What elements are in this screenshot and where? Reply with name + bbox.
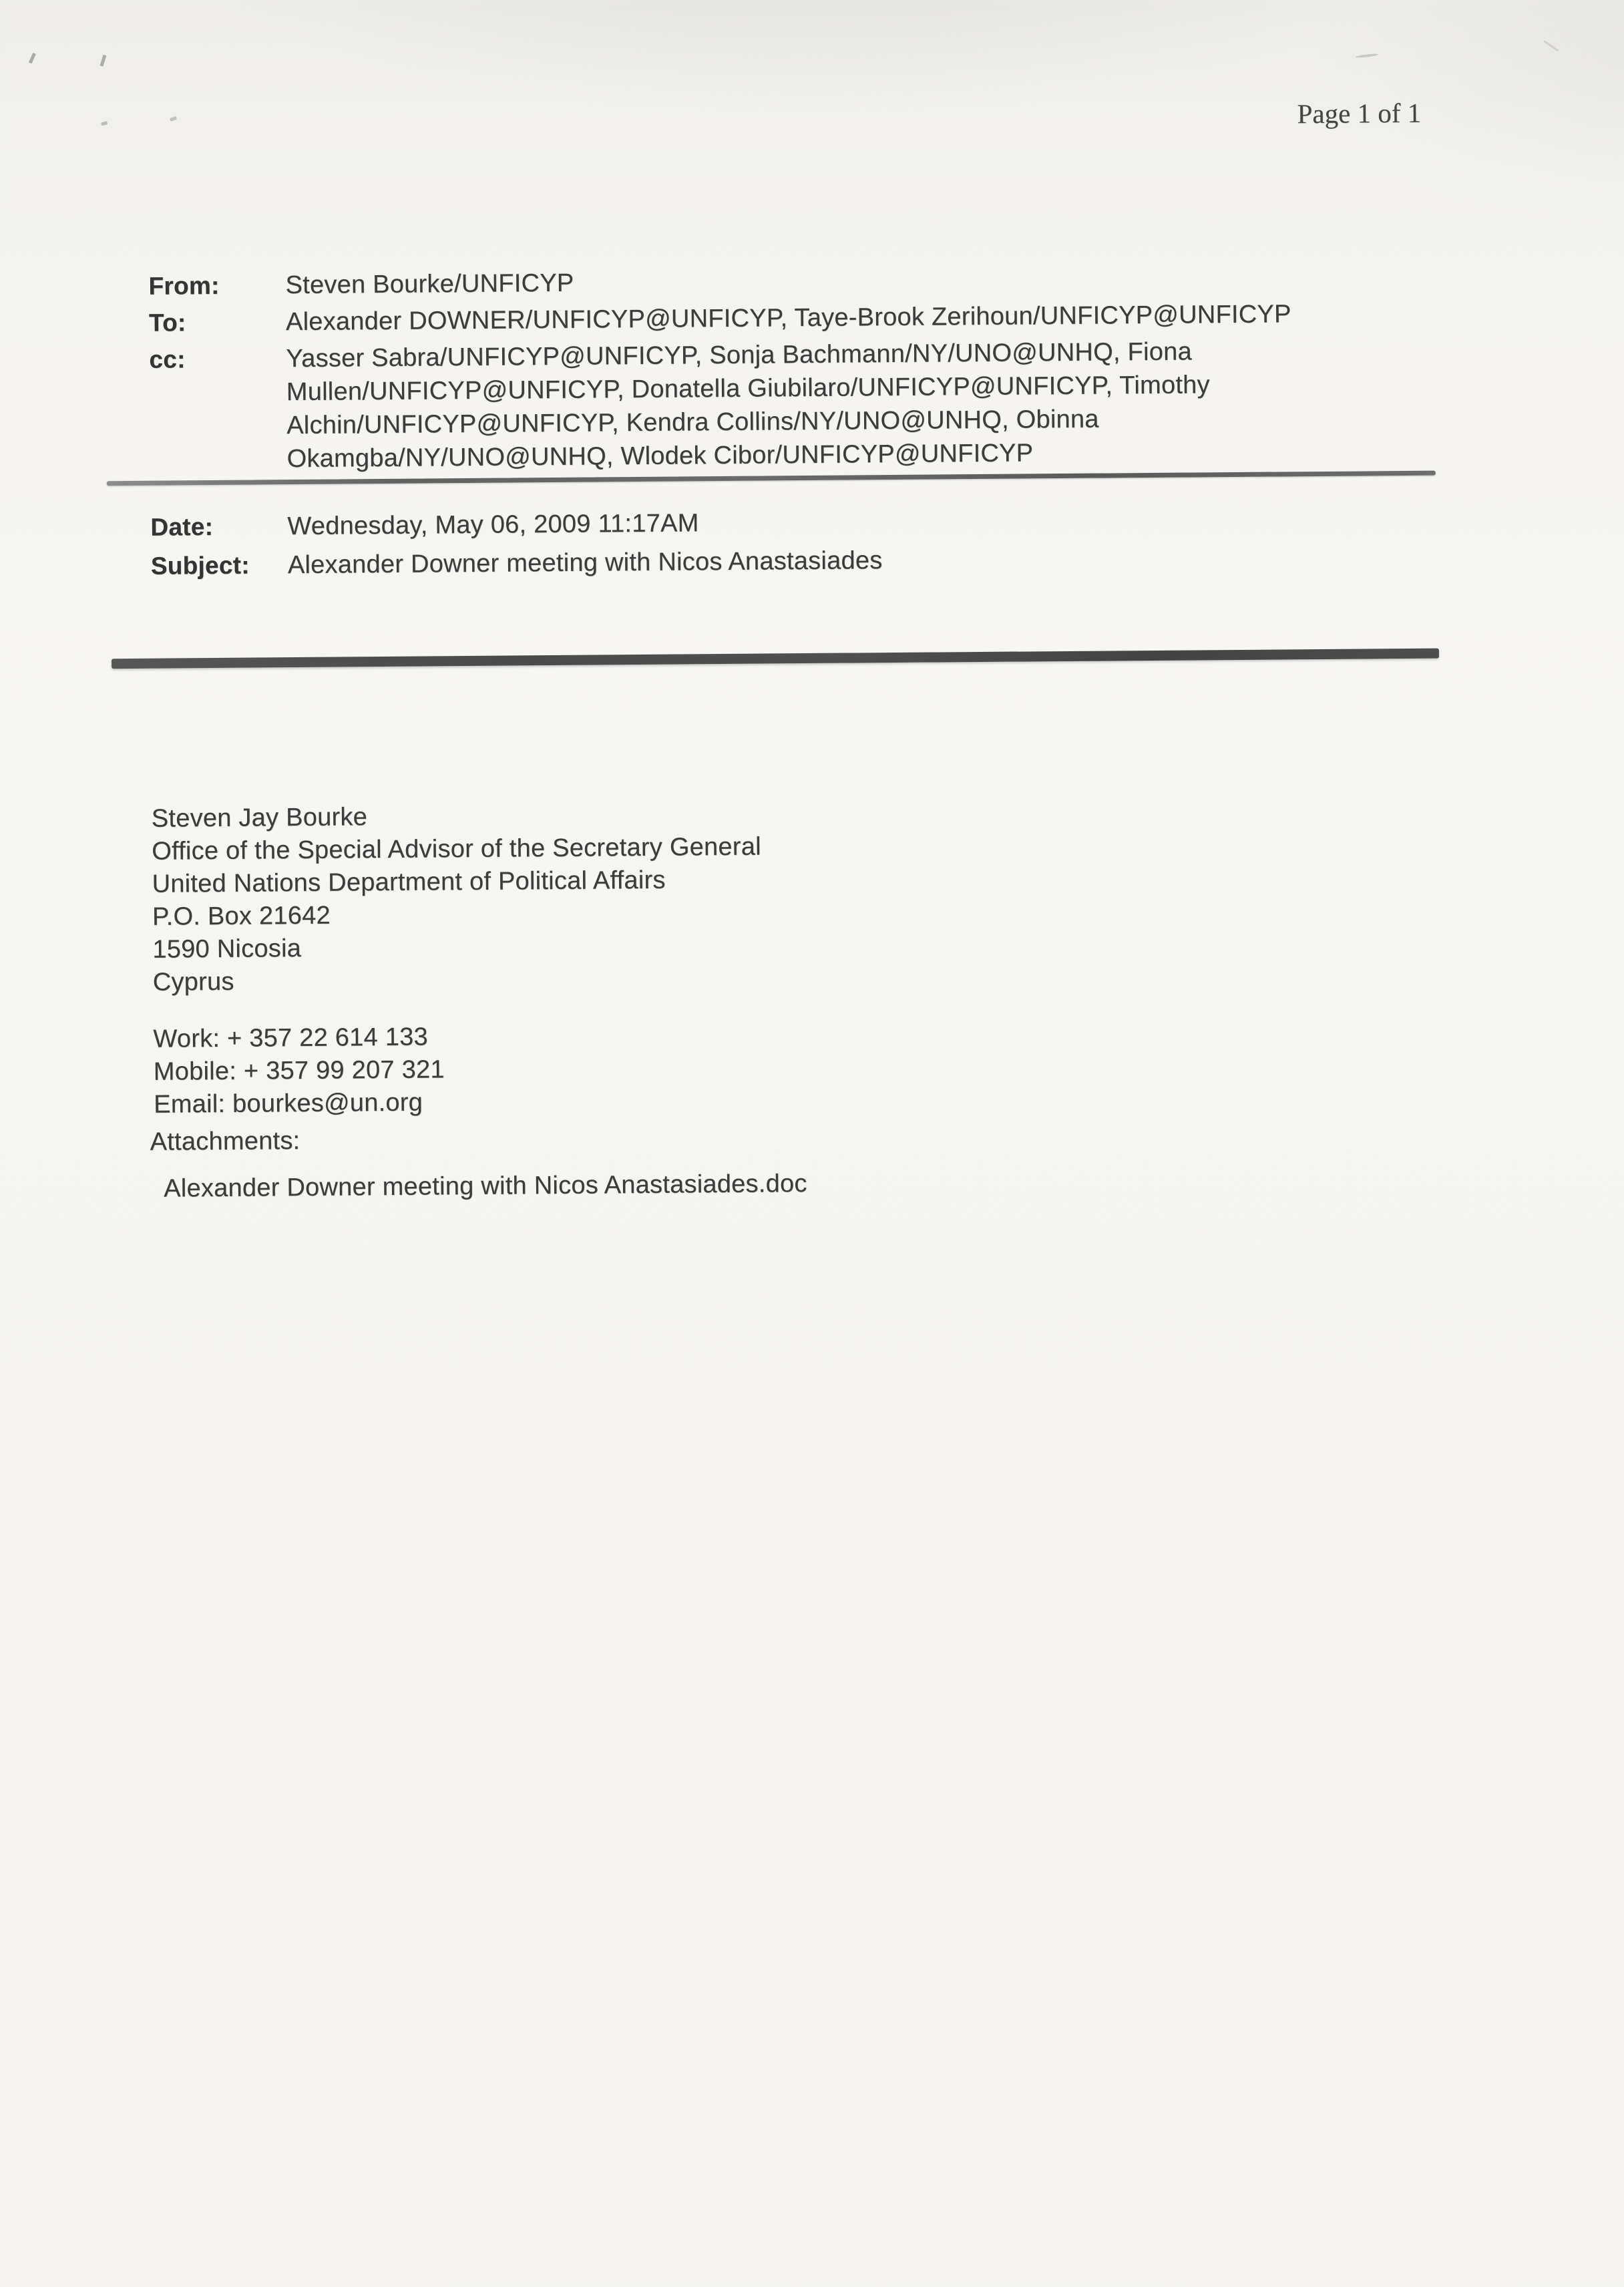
contact-mobile-phone: Mobile: + 357 99 207 321 (153, 1055, 445, 1086)
separator-line-thick (112, 649, 1439, 669)
signature-department: United Nations Department of Political Affairs (152, 866, 666, 898)
scan-artifact (170, 116, 177, 122)
scan-artifact (1356, 53, 1378, 59)
meta-row-subject (151, 539, 1420, 584)
signature-country: Cyprus (152, 967, 234, 997)
from-value: Steven Bourke/UNFICYP (285, 269, 574, 300)
cc-value: Yasser Sabra/UNFICYP@UNFICYP, Sonja Bachmann/NY/UNO@UNHQ, Fiona Mullen/UNFICYP@UNFICYP, Donatella Giubilaro/UNFICYP@UNFICYP, Timothy Alchin/UNFICYP@UNFICYP, Kendra Collins/NY/UNO@UNHQ, Obinna Okamgba/NY/UNO@UNHQ, Wlodek Cibor/UNFICYP@UNFICYP (286, 337, 1210, 474)
header-row-from (148, 260, 1417, 303)
cc-label: cc: (149, 345, 186, 373)
contact-block (153, 1017, 955, 1121)
to-value: Alexander DOWNER/UNFICYP@UNFICYP, Taye-Brook Zerihoun/UNFICYP@UNFICYP (285, 300, 1291, 337)
meta-row-date (150, 500, 1419, 545)
header-row-cc (149, 333, 1419, 477)
scan-artifact (29, 53, 36, 64)
attachments-label: Attachments: (150, 1127, 300, 1156)
email-meta-block (150, 500, 1420, 584)
date-value: Wednesday, May 06, 2009 11:17AM (287, 509, 699, 541)
header-row-to (149, 297, 1418, 340)
subject-value: Alexander Downer meeting with Nicos Anastasiades (287, 546, 883, 580)
attachment-file-name: Alexander Downer meeting with Nicos Anastasiades.doc (164, 1170, 807, 1203)
subject-label: Subject: (150, 551, 250, 580)
scan-artifact (101, 121, 108, 126)
signature-name: Steven Jay Bourke (151, 803, 368, 833)
signature-city: 1590 Nicosia (152, 934, 302, 964)
from-label: From: (148, 271, 220, 300)
signature-block (152, 796, 1088, 999)
page-indicator: Page 1 of 1 (1297, 97, 1422, 130)
signature-office: Office of the Special Advisor of the Secretary General (152, 832, 761, 866)
scan-artifact (99, 55, 106, 67)
email-header-block (148, 260, 1418, 477)
date-label: Date: (150, 513, 214, 541)
scan-artifact (1543, 40, 1559, 51)
contact-email: Email: bourkes@un.org (154, 1088, 423, 1119)
to-label: To: (148, 309, 186, 337)
contact-work-phone: Work: + 357 22 614 133 (153, 1023, 429, 1053)
signature-pobox: P.O. Box 21642 (152, 901, 331, 931)
